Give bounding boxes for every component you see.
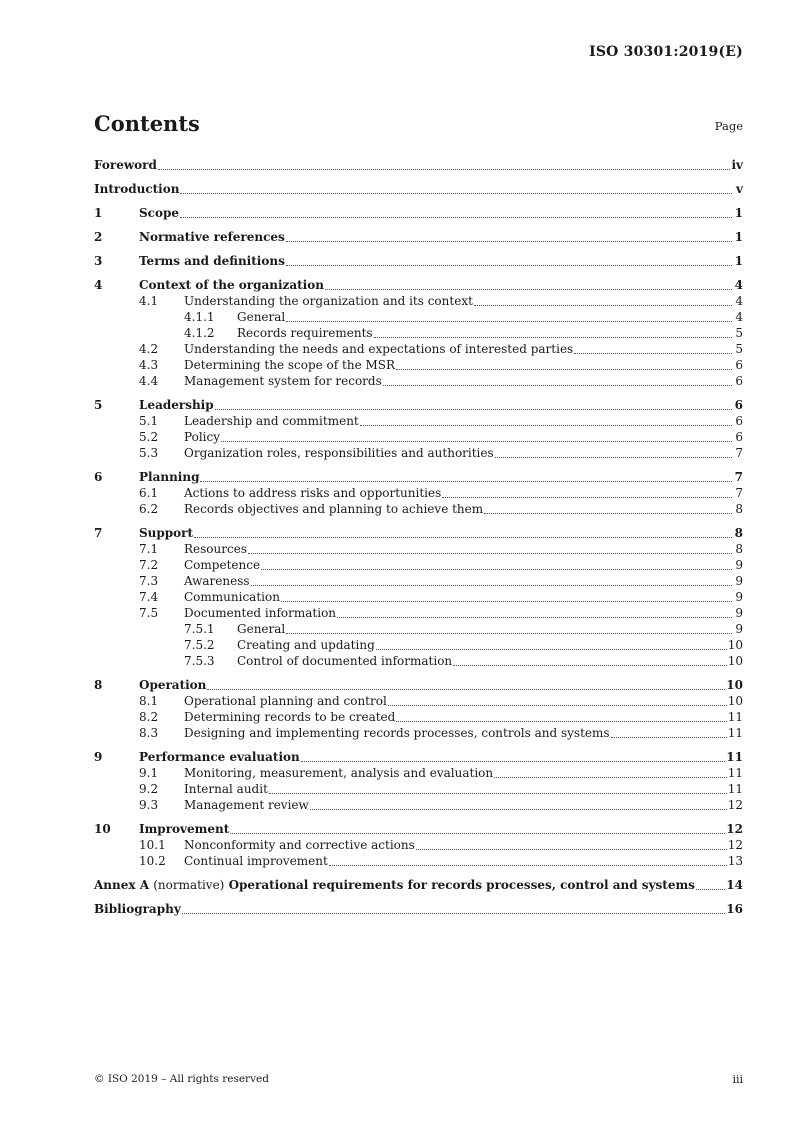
toc-entry-number: 2 xyxy=(94,230,103,244)
toc-entry-title: Control of documented information xyxy=(237,654,453,668)
toc-page-number: 16 xyxy=(726,902,743,916)
toc-entry-title: General xyxy=(237,622,286,636)
page-column-label: Page xyxy=(714,119,743,133)
toc-page-number: 8 xyxy=(735,542,743,556)
toc-entry-title: Determining the scope of the MSR xyxy=(184,358,396,372)
toc-entry[interactable] xyxy=(94,709,743,725)
toc-entry-title: Documented information xyxy=(184,606,337,620)
toc-entry-title: Records objectives and planning to achieve them xyxy=(184,502,484,516)
toc-page-number: v xyxy=(736,182,743,196)
toc-entry[interactable] xyxy=(94,676,743,693)
dot-leader xyxy=(194,536,732,538)
dot-leader xyxy=(396,720,726,722)
dot-leader xyxy=(453,664,727,666)
toc-entry-number: 9 xyxy=(94,750,103,764)
toc-entry-title: Performance evaluation xyxy=(139,750,300,764)
toc-entry-number: 7.2 xyxy=(139,558,159,572)
toc-entry[interactable] xyxy=(94,589,743,605)
toc-entry-number: 5.2 xyxy=(139,430,159,444)
dot-leader xyxy=(329,864,727,866)
toc-entry-number: 7.5.2 xyxy=(184,638,215,652)
toc-entry-title: Actions to address risks and opportunities xyxy=(184,486,442,500)
toc-page-number: 11 xyxy=(727,710,743,724)
toc-page-number: 9 xyxy=(735,558,743,572)
toc-page-number: 6 xyxy=(735,414,743,428)
toc-entry-title: Competence xyxy=(184,558,261,572)
toc-entry[interactable] xyxy=(94,309,743,325)
toc-entry[interactable] xyxy=(94,373,743,389)
toc-page-number: 13 xyxy=(727,854,743,868)
toc-entry-title: Policy xyxy=(184,430,220,444)
toc-entry-number: 10 xyxy=(94,822,111,836)
toc-entry-number: 7.5.3 xyxy=(184,654,215,668)
toc-entry[interactable] xyxy=(94,501,743,517)
toc-entry-title: Bibliography xyxy=(94,902,181,916)
toc-entry-title: Understanding the organization and its context xyxy=(184,294,473,308)
dot-leader xyxy=(261,568,732,570)
toc-entry-number: 9.3 xyxy=(139,798,159,812)
toc-entry-number: 1 xyxy=(94,206,103,220)
toc-entry[interactable] xyxy=(94,180,743,197)
dot-leader xyxy=(396,368,732,370)
toc-page-number: 6 xyxy=(735,374,743,388)
toc-page-number: 4 xyxy=(735,310,743,324)
dot-leader xyxy=(286,320,732,322)
toc-entry-title: Determining records to be created xyxy=(184,710,396,724)
toc-page-number: 11 xyxy=(727,766,743,780)
dot-leader xyxy=(286,632,732,634)
toc-page-number: 9 xyxy=(735,590,743,604)
toc-entry[interactable] xyxy=(94,837,743,853)
toc-entry[interactable] xyxy=(94,156,743,173)
toc-entry[interactable] xyxy=(94,468,743,485)
annex-prefix: Annex A xyxy=(94,878,150,892)
toc-entry-number: 8.2 xyxy=(139,710,159,724)
toc-entry-number: 6.1 xyxy=(139,486,159,500)
toc-entry-number: 7.3 xyxy=(139,574,159,588)
toc-entry-title: Operation xyxy=(139,678,207,692)
toc-entry[interactable] xyxy=(94,621,743,637)
table-of-contents xyxy=(94,156,743,917)
toc-entry-bibliography[interactable] xyxy=(94,900,743,917)
page-number: iii xyxy=(732,1073,743,1086)
toc-entry[interactable] xyxy=(94,541,743,557)
dot-leader xyxy=(388,704,727,706)
toc-page-number: 5 xyxy=(735,326,743,340)
dot-leader xyxy=(158,168,731,170)
dot-leader xyxy=(495,456,732,458)
dot-leader xyxy=(301,760,726,762)
toc-entry[interactable] xyxy=(94,765,743,781)
toc-page-number: 12 xyxy=(727,838,743,852)
toc-page-number: 8 xyxy=(734,526,743,540)
toc-entry-title: Communication xyxy=(184,590,280,604)
toc-page-number: 9 xyxy=(735,574,743,588)
dot-leader xyxy=(484,512,732,514)
toc-entry[interactable] xyxy=(94,524,743,541)
dot-leader xyxy=(251,584,732,586)
toc-entry[interactable] xyxy=(94,653,743,669)
toc-page-number: 11 xyxy=(726,750,743,764)
toc-entry-title: Designing and implementing records processes, controls and systems xyxy=(184,726,610,740)
dot-leader xyxy=(286,240,732,242)
toc-entry-title: Planning xyxy=(139,470,200,484)
toc-entry-title: Foreword xyxy=(94,158,157,172)
dot-leader xyxy=(269,792,727,794)
toc-entry-title: Records requirements xyxy=(237,326,373,340)
dot-leader xyxy=(337,616,732,618)
toc-page-number: 11 xyxy=(727,726,743,740)
toc-entry-number: 5 xyxy=(94,398,103,412)
toc-entry[interactable] xyxy=(94,325,743,341)
toc-entry-title: Normative references xyxy=(139,230,285,244)
toc-entry-number: 4.3 xyxy=(139,358,159,372)
toc-entry[interactable] xyxy=(94,820,743,837)
toc-entry-number: 10.1 xyxy=(139,838,166,852)
toc-page-number: 4 xyxy=(734,278,743,292)
dot-leader xyxy=(494,776,727,778)
toc-page-number: 7 xyxy=(735,446,743,460)
toc-page-number: 6 xyxy=(735,430,743,444)
toc-entry[interactable] xyxy=(94,252,743,269)
toc-page-number: 6 xyxy=(735,358,743,372)
toc-page-number: 5 xyxy=(735,342,743,356)
dot-leader xyxy=(180,192,732,194)
toc-entry-title: Resources xyxy=(184,542,247,556)
dot-leader xyxy=(696,888,725,890)
toc-entry-number: 9.1 xyxy=(139,766,159,780)
toc-entry[interactable] xyxy=(94,341,743,357)
toc-entry-number: 3 xyxy=(94,254,103,268)
toc-page-number: 1 xyxy=(734,230,743,244)
toc-entry-number: 7 xyxy=(94,526,103,540)
toc-entry-number: 6.2 xyxy=(139,502,159,516)
toc-page-number: 11 xyxy=(727,782,743,796)
toc-entry[interactable] xyxy=(94,748,743,765)
toc-entry-title: Improvement xyxy=(139,822,230,836)
dot-leader xyxy=(325,288,732,290)
toc-entry[interactable] xyxy=(94,605,743,621)
dot-leader xyxy=(474,304,732,306)
toc-entry[interactable] xyxy=(94,693,743,709)
toc-entry[interactable] xyxy=(94,396,743,413)
toc-entry-number: 7.1 xyxy=(139,542,159,556)
annex-title xyxy=(94,878,695,893)
dot-leader xyxy=(611,736,727,738)
dot-leader xyxy=(182,912,726,914)
toc-entry[interactable] xyxy=(94,445,743,461)
toc-entry-title: Terms and definitions xyxy=(139,254,285,268)
toc-entry-title: Creating and updating xyxy=(237,638,375,652)
toc-entry-title: General xyxy=(237,310,286,324)
copyright-notice: © ISO 2019 – All rights reserved xyxy=(94,1073,269,1085)
toc-entry-title: Support xyxy=(139,526,194,540)
toc-page-number: 4 xyxy=(735,294,743,308)
toc-entries xyxy=(94,156,743,869)
toc-entry-number: 9.2 xyxy=(139,782,159,796)
toc-entry-number: 4 xyxy=(94,278,103,292)
toc-entry-number: 7.4 xyxy=(139,590,159,604)
toc-page-number: 1 xyxy=(734,206,743,220)
toc-entry-number: 8 xyxy=(94,678,103,692)
toc-page-number: 10 xyxy=(726,678,743,692)
toc-entry-title: Leadership xyxy=(139,398,214,412)
toc-entry[interactable] xyxy=(94,204,743,221)
toc-entry-title: Internal audit xyxy=(184,782,268,796)
dot-leader xyxy=(230,832,725,834)
toc-entry-number: 4.4 xyxy=(139,374,159,388)
toc-entry[interactable] xyxy=(94,637,743,653)
toc-entry[interactable] xyxy=(94,725,743,741)
document-id: ISO 30301:2019(E) xyxy=(589,44,743,60)
dot-leader xyxy=(286,264,732,266)
dot-leader xyxy=(207,688,725,690)
toc-entry-title: Nonconformity and corrective actions xyxy=(184,838,415,852)
toc-entry-number: 8.3 xyxy=(139,726,159,740)
toc-page-number: 12 xyxy=(726,822,743,836)
toc-entry-number: 6 xyxy=(94,470,103,484)
toc-entry[interactable] xyxy=(94,276,743,293)
toc-entry[interactable] xyxy=(94,853,743,869)
toc-entry[interactable] xyxy=(94,413,743,429)
toc-page-number: 1 xyxy=(734,254,743,268)
toc-page-number: 6 xyxy=(734,398,743,412)
dot-leader xyxy=(442,496,732,498)
dot-leader xyxy=(215,408,732,410)
toc-page-number: 9 xyxy=(735,622,743,636)
toc-entry-title: Understanding the needs and expectations of interested parties xyxy=(184,342,574,356)
toc-page-number: 10 xyxy=(727,694,743,708)
toc-entry[interactable] xyxy=(94,357,743,373)
dot-leader xyxy=(383,384,732,386)
toc-entry-number: 8.1 xyxy=(139,694,159,708)
toc-entry-title: Introduction xyxy=(94,182,180,196)
toc-entry-number: 4.2 xyxy=(139,342,159,356)
dot-leader xyxy=(360,424,732,426)
dot-leader xyxy=(180,216,732,218)
toc-page-number: 12 xyxy=(727,798,743,812)
dot-leader xyxy=(310,808,727,810)
toc-entry[interactable] xyxy=(94,485,743,501)
toc-entry[interactable] xyxy=(94,293,743,309)
toc-entry-title: Context of the organization xyxy=(139,278,324,292)
dot-leader xyxy=(281,600,732,602)
toc-entry-number: 4.1 xyxy=(139,294,159,308)
toc-entry-title: Management review xyxy=(184,798,309,812)
toc-entry-annex-a[interactable] xyxy=(94,876,743,893)
toc-entry-number: 4.1.2 xyxy=(184,326,215,340)
toc-entry-title: Scope xyxy=(139,206,180,220)
toc-entry[interactable] xyxy=(94,573,743,589)
toc-entry-number: 5.3 xyxy=(139,446,159,460)
dot-leader xyxy=(376,648,727,650)
dot-leader xyxy=(574,352,732,354)
toc-entry-number: 7.5 xyxy=(139,606,159,620)
toc-entry-number: 10.2 xyxy=(139,854,166,868)
toc-entry-title: Leadership and commitment xyxy=(184,414,359,428)
toc-entry[interactable] xyxy=(94,228,743,245)
toc-entry-number: 5.1 xyxy=(139,414,159,428)
toc-page-number: 10 xyxy=(727,654,743,668)
toc-entry-title: Operational planning and control xyxy=(184,694,387,708)
toc-entry-title: Management system for records xyxy=(184,374,382,388)
toc-entry-number: 7.5.1 xyxy=(184,622,215,636)
dot-leader xyxy=(374,336,732,338)
toc-entry-title: Monitoring, measurement, analysis and evaluation xyxy=(184,766,494,780)
annex-title-text: Operational requirements for records processes, control and systems xyxy=(228,878,695,892)
toc-entry-title: Organization roles, responsibilities and authorities xyxy=(184,446,494,460)
toc-entry[interactable] xyxy=(94,797,743,813)
toc-entry-title: Continual improvement xyxy=(184,854,328,868)
toc-entry[interactable] xyxy=(94,557,743,573)
dot-leader xyxy=(248,552,732,554)
toc-entry[interactable] xyxy=(94,429,743,445)
toc-page-number: 10 xyxy=(727,638,743,652)
toc-page-number: 14 xyxy=(726,878,743,892)
dot-leader xyxy=(200,480,732,482)
toc-page-number: 7 xyxy=(734,470,743,484)
toc-page-number: 8 xyxy=(735,502,743,516)
toc-entry[interactable] xyxy=(94,781,743,797)
annex-type: (normative) xyxy=(153,878,225,892)
toc-page-number: 7 xyxy=(735,486,743,500)
toc-page-number: iv xyxy=(731,158,743,172)
dot-leader xyxy=(221,440,732,442)
contents-title: Contents xyxy=(94,111,200,136)
dot-leader xyxy=(416,848,727,850)
toc-entry-number: 4.1.1 xyxy=(184,310,215,324)
toc-entry-title: Awareness xyxy=(184,574,250,588)
toc-page-number: 9 xyxy=(735,606,743,620)
